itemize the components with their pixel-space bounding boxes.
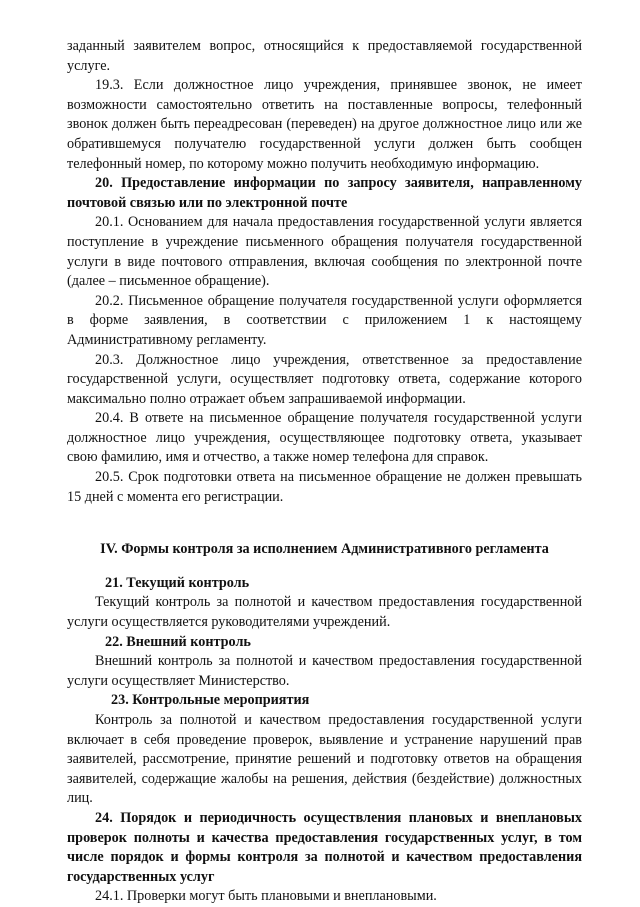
paragraph-23: Контроль за полнотой и качеством предоставления государственной услуги включает в себя проведение проверок, выявление и устранение нарушений прав заявителей, рассмотрение, принятие решений и подготовку ответов на обращения заявителей, содержащие жалобы на решения, действия (бездействие) должностных лиц. xyxy=(67,712,582,807)
section-4-title: IV. Формы контроля за исполнением Административного регламента xyxy=(100,541,549,558)
paragraph-22: Внешний контроль за полнотой и качеством предоставления государственной услуги осуществляет Министерство. xyxy=(67,653,582,689)
document-page xyxy=(67,37,582,907)
heading-24: 24. Порядок и периодичность осуществления плановых и внеплановых проверок полноты и качества предоставления государственных услуг, в том числе порядок и формы контроля за полнотой и качеством предоставления государственных услуг xyxy=(67,809,582,885)
heading-20: 20. Предоставление информации по запросу заявителя, направленному почтовой связью или по электронной почте xyxy=(67,175,582,211)
paragraph-19-3: 19.3. Если должностное лицо учреждения, принявшее звонок, не имеет возможности самостоятельно ответить на поставленные вопросы, телефонный звонок должен быть переадресован (переведен) на другое должностное лицо или же обратившемуся получателю государственной услуги должен быть сообщен телефонный номер, по которому можно получить необходимую информацию. xyxy=(67,77,582,172)
paragraph-24-1: 24.1. Проверки могут быть плановыми и внеплановыми. xyxy=(95,888,437,905)
paragraph-20-1: 20.1. Основанием для начала предоставления государственной услуги является поступление в учреждение письменного обращения получателя государственной услуги в виде почтового отправления, включая сообщения по электронной почте (далее – письменное обращение). xyxy=(67,214,582,290)
paragraph-20-2: 20.2. Письменное обращение получателя государственной услуги оформляется в форме заявления, в соответствии с приложением 1 к настоящему Административному регламенту. xyxy=(67,292,582,348)
heading-21: 21. Текущий контроль xyxy=(105,574,250,591)
paragraph-20-5: 20.5. Срок подготовки ответа на письменное обращение не должен превышать 15 дней с момента его регистрации. xyxy=(67,469,582,505)
heading-23: 23. Контрольные мероприятия xyxy=(111,692,310,709)
heading-22: 22. Внешний контроль xyxy=(105,633,251,650)
paragraph-20-3: 20.3. Должностное лицо учреждения, ответственное за предоставление государственной услуги, осуществляет подготовку ответа, содержание которого максимально полно отражает объем запрашиваемой информации. xyxy=(67,351,582,407)
paragraph-continuation: заданный заявителем вопрос, относящийся к предоставляемой государственной услуге. xyxy=(67,38,582,74)
paragraph-20-4: 20.4. В ответе на письменное обращение получателя государственной услуги должностное лицо учреждения, осуществляющее подготовку ответа, указывает свою фамилию, имя и отчество, а также номер телефона для справок. xyxy=(67,410,582,466)
paragraph-21: Текущий контроль за полнотой и качеством предоставления государственной услуги осуществляется руководителями учреждений. xyxy=(67,594,582,631)
